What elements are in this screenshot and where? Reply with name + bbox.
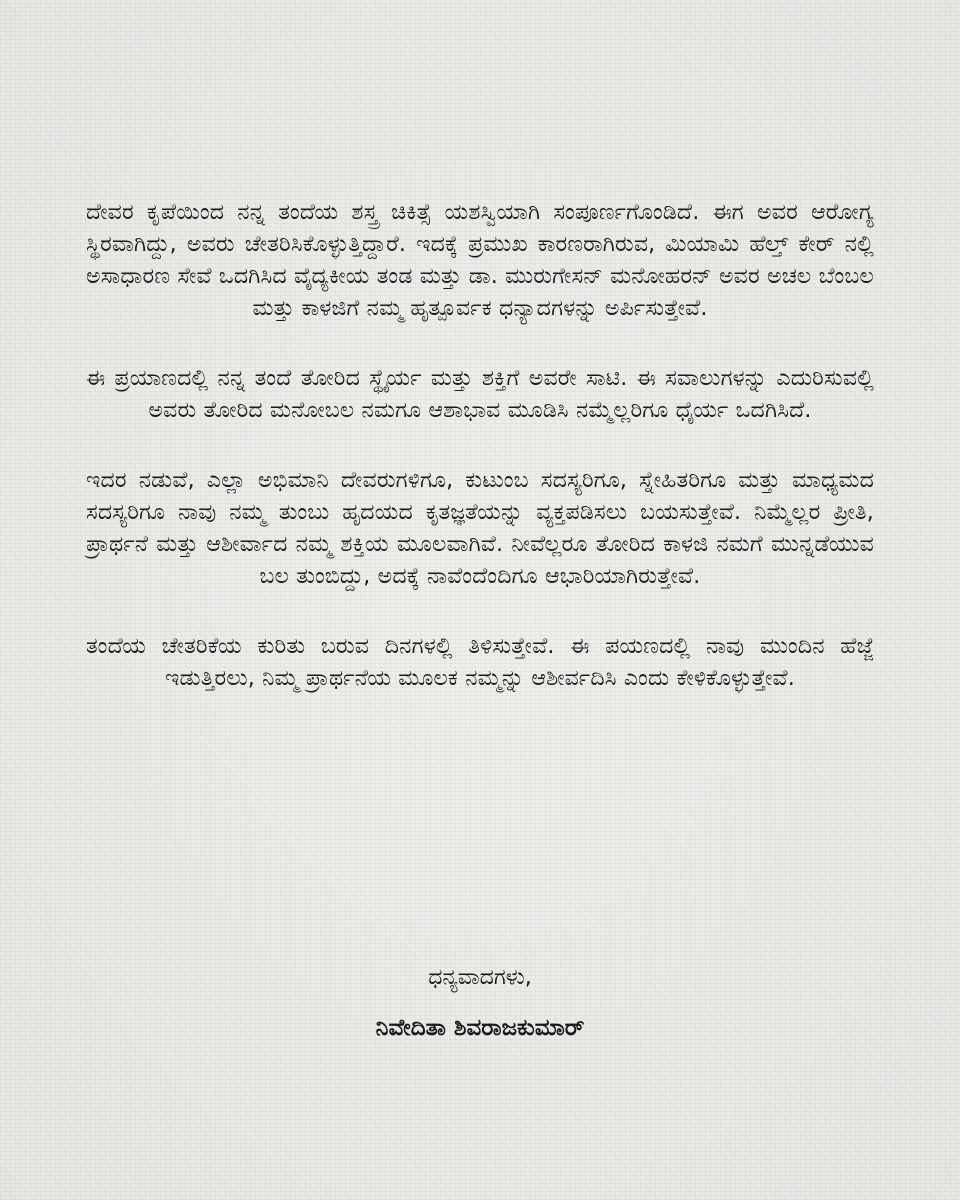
paragraph-gratitude: ಇದರ ನಡುವೆ, ಎಲ್ಲಾ ಅಭಿಮಾನಿ ದೇವರುಗಳಿಗೂ, ಕುಟುಂಬ ಸದಸ್ಯರಿಗೂ, ಸ್ನೇಹಿತರಿಗೂ ಮತ್ತು ಮಾಧ್ಯಮದ ಸದಸ್ಯರಿಗೂ ನಾವು ನಮ್ಮ ತುಂಬು ಹೃದಯದ ಕೃತಜ್ಞತೆಯನ್ನು ವ್ಯಕ್ತಪಡಿಸಲು ಬಯಸುತ್ತೇವೆ. ನಿಮ್ಮೆಲ್ಲರ ಪ್ರೀತಿ, ಪ್ರಾರ್ಥನೆ ಮತ್ತು ಆಶೀರ್ವಾದ ನಮ್ಮ ಶಕ್ತಿಯ ಮೂಲವಾಗಿವೆ. ನೀವೆಲ್ಲರೂ ತೋರಿದ ಕಾಳಜಿ ನಮಗೆ ಮುನ್ನಡೆಯುವ ಬಲ ತುಂಬಿದ್ದು, ಅದಕ್ಕೆ ನಾವೆಂದೆಂದಿಗೂ ಆಭಾರಿಯಾಗಿರುತ್ತೇವೆ. <box>86 468 874 589</box>
paragraph-surgery-update: ದೇವರ ಕೃಪೆಯಿಂದ ನನ್ನ ತಂದೆಯ ಶಸ್ತ್ರ ಚಿಕಿತ್ಸೆ ಯಶಸ್ವಿಯಾಗಿ ಸಂಪೂರ್ಣಗೊಂಡಿದೆ. ಈಗ ಅವರ ಆರೋಗ್ಯ ಸ್ಥಿರವಾಗಿದ್ದು, ಅವರು ಚೇತರಿಸಿಕೊಳ್ಳುತ್ತಿದ್ದಾರೆ. ಇದಕ್ಕೆ ಪ್ರಮುಖ ಕಾರಣರಾಗಿರುವ, ಮಿಯಾಮಿ ಹೆಲ್ತ್ ಕೇರ್ ನಲ್ಲಿ ಅಸಾಧಾರಣ ಸೇವೆ ಒದಗಿಸಿದ ವೈದ್ಯಕೀಯ ತಂಡ ಮತ್ತು ಡಾ. ಮುರುಗೇಸನ್ ಮನೋಹರನ್ ಅವರ ಅಚಲ ಬೆಂಬಲ ಮತ್ತು ಕಾಳಜಿಗೆ ನಮ್ಮ ಹೃತ್ಪೂರ್ವಕ ಧನ್ಯಾದಗಳನ್ನು ಅರ್ಪಿಸುತ್ತೇವೆ. <box>86 200 874 321</box>
closing-thanks: ಧನ್ಯವಾದಗಳು, <box>428 965 532 990</box>
signature-name: ನಿವೇದಿತಾ ಶಿವರಾಜಕುಮಾರ್ <box>375 1015 585 1041</box>
letter-body <box>86 197 874 733</box>
paragraph-father-strength: ಈ ಪ್ರಯಾಣದಲ್ಲಿ ನನ್ನ ತಂದೆ ತೋರಿದ ಸ್ಥೈರ್ಯ ಮತ್ತು ಶಕ್ತಿಗೆ ಅವರೇ ಸಾಟಿ. ಈ ಸವಾಲುಗಳನ್ನು ಎದುರಿಸುವಲ್ಲಿ ಅವರು ತೋರಿದ ಮನೋಬಲ ನಮಗೂ ಆಶಾಭಾವ ಮೂಡಿಸಿ ನಮ್ಮೆಲ್ಲರಿಗೂ ಧೈರ್ಯ ಒದಗಿಸಿದೆ. <box>86 366 874 423</box>
paragraph-future-updates: ತಂದೆಯ ಚೇತರಿಕೆಯ ಕುರಿತು ಬರುವ ದಿನಗಳಲ್ಲಿ ತಿಳಿಸುತ್ತೇವೆ. ಈ ಪಯಣದಲ್ಲಿ ನಾವು ಮುಂದಿನ ಹೆಜ್ಜೆ ಇಡುತ್ತಿರಲು, ನಿಮ್ಮ ಪ್ರಾರ್ಥನೆಯ ಮೂಲಕ ನಮ್ಮನ್ನು ಆಶೀರ್ವದಿಸಿ ಎಂದು ಕೇಳಿಕೊಳ್ಳುತ್ತೇವೆ. <box>86 634 874 691</box>
